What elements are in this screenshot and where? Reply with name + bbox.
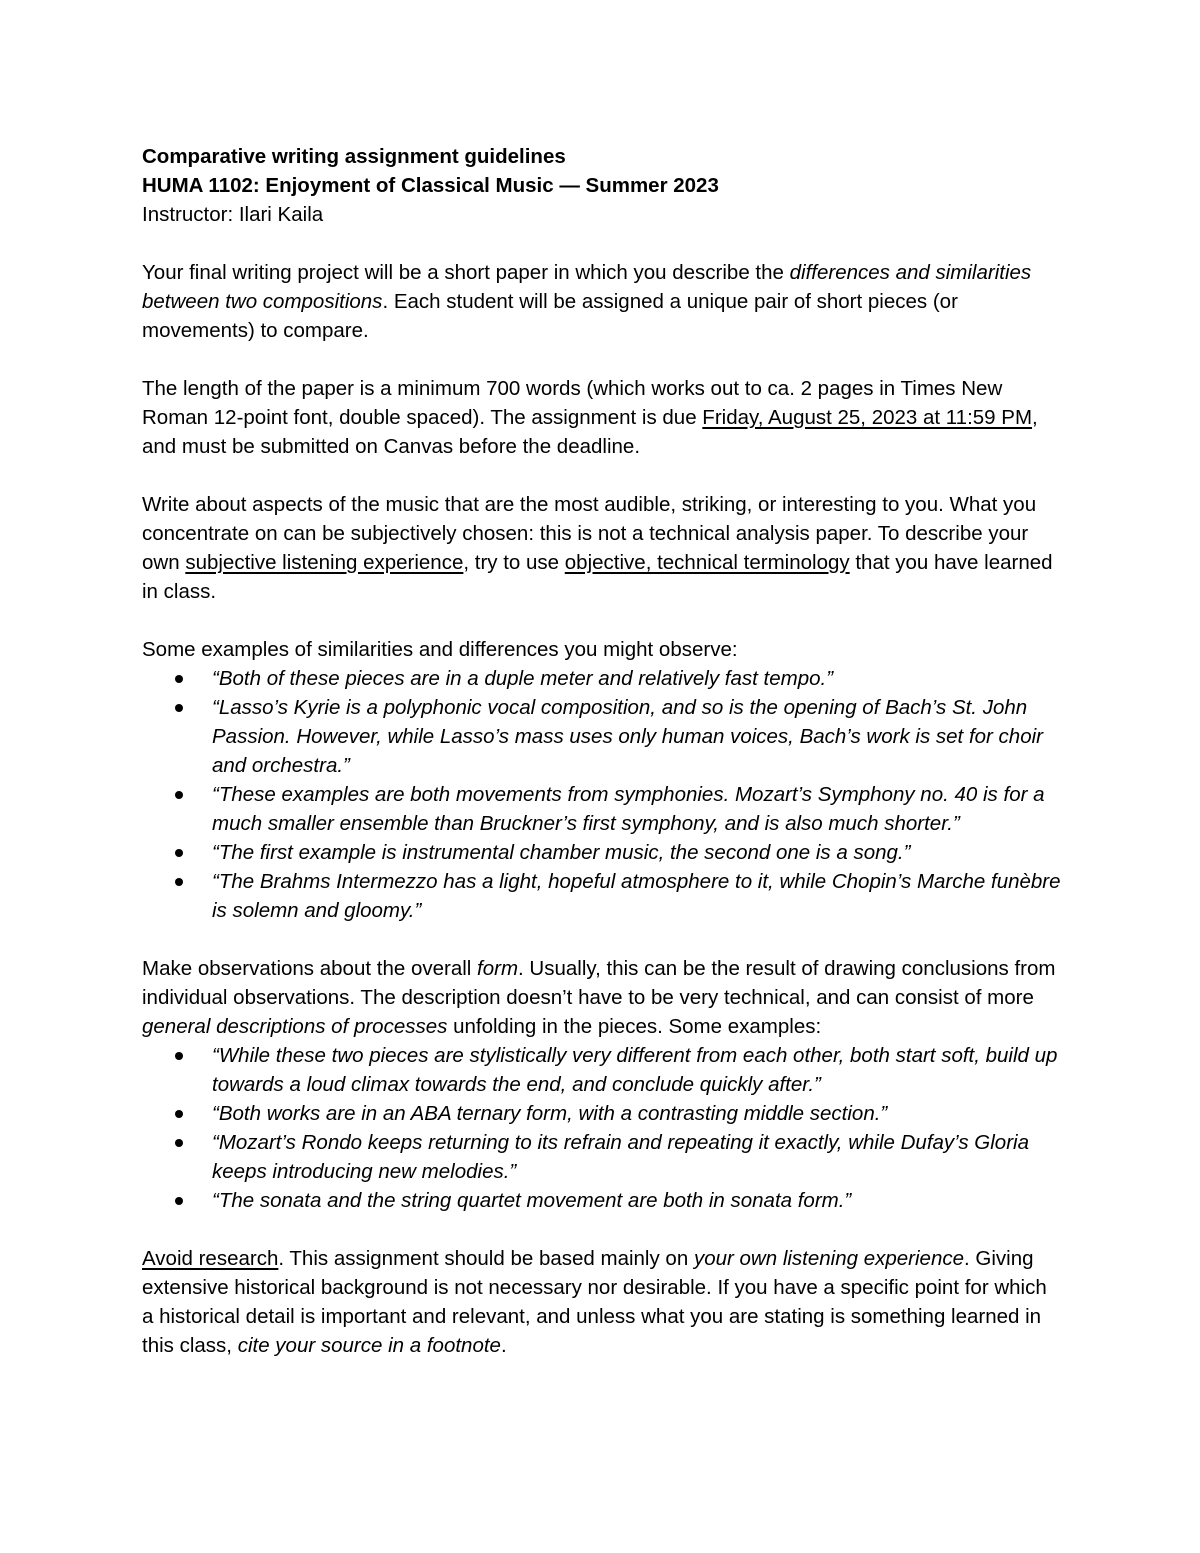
bullet-icon: [175, 791, 183, 799]
document-page: [142, 142, 1062, 1360]
list-item: “Lasso’s Kyrie is a polyphonic vocal composition, and so is the opening of Bach’s St. John Passion. However, while Lasso’s mass uses only human voices, Bach’s work is set for choir and orchestra.”: [142, 693, 1062, 780]
underlined-text: Avoid research: [142, 1247, 279, 1270]
bullet-icon: [175, 849, 183, 857]
length-paragraph: The length of the paper is a minimum 700 words (which works out to ca. 2 pages in Times New Roman 12-point font, double spaced). The assignment is due Friday, August 25, 2023 at 11:59 PM, and must be submitted on Canvas before the deadline.: [142, 377, 1038, 458]
document-title: Comparative writing assignment guidelines: [142, 145, 566, 168]
intro-paragraph: Your final writing project will be a short paper in which you describe the differences and similarities between two compositions. Each student will be assigned a unique pair of short pieces (or movements) to compare.: [142, 261, 1032, 342]
form-examples-list: [142, 1041, 1062, 1215]
bullet-icon: [175, 704, 183, 712]
emphasis-text: cite your source in a footnote: [237, 1334, 501, 1357]
bullet-icon: [175, 1110, 183, 1118]
list-item: “These examples are both movements from symphonies. Mozart’s Symphony no. 40 is for a much smaller ensemble than Bruckner’s first symphony, and is also much shorter.”: [142, 780, 1062, 838]
instructor-line: Instructor: Ilari Kaila: [142, 203, 324, 226]
course-title: HUMA 1102: Enjoyment of Classical Music — Summer 2023: [142, 174, 719, 197]
bullet-icon: [175, 1197, 183, 1205]
document-header: [142, 142, 1062, 229]
research-paragraph: Avoid research. This assignment should be based mainly on your own listening experience. Giving extensive historical background is not necessary nor desirable. If you have a specific point for which a historical detail is important and relevant, and unless what you are stating is something learned in this class, cite your source in a footnote.: [142, 1247, 1047, 1357]
bullet-icon: [175, 675, 183, 683]
emphasis-text: your own listening experience: [693, 1247, 965, 1270]
examples-intro: Some examples of similarities and differences you might observe:: [142, 638, 738, 661]
form-paragraph: Make observations about the overall form. Usually, this can be the result of drawing conclusions from individual observations. The description doesn’t have to be very technical, and can consist of more general descriptions of processes unfolding in the pieces. Some examples:: [142, 957, 1056, 1038]
underlined-text: subjective listening experience: [185, 551, 464, 574]
list-item: “Both works are in an ABA ternary form, with a contrasting middle section.”: [142, 1099, 1062, 1128]
list-item: “The Brahms Intermezzo has a light, hopeful atmosphere to it, while Chopin’s Marche funèbre is solemn and gloomy.”: [142, 867, 1062, 925]
list-item: “The first example is instrumental chamber music, the second one is a song.”: [142, 838, 1062, 867]
list-item: “The sonata and the string quartet movement are both in sonata form.”: [142, 1186, 1062, 1215]
aspects-paragraph: Write about aspects of the music that are the most audible, striking, or interesting to you. What you concentrate on can be subjectively chosen: this is not a technical analysis paper. To describe your own subjective listening experience, try to use objective, technical terminology that you have learned in class.: [142, 493, 1053, 603]
bullet-icon: [175, 1139, 183, 1147]
due-date: Friday, August 25, 2023 at 11:59 PM: [702, 406, 1033, 429]
list-item: “Mozart’s Rondo keeps returning to its refrain and repeating it exactly, while Dufay’s Gloria keeps introducing new melodies.”: [142, 1128, 1062, 1186]
emphasis-text: differences and similarities between two compositions: [142, 261, 1032, 313]
bullet-icon: [175, 1052, 183, 1060]
emphasis-text: general descriptions of processes: [142, 1015, 448, 1038]
list-item: “While these two pieces are stylistically very different from each other, both start soft, build up towards a loud climax towards the end, and conclude quickly after.”: [142, 1041, 1062, 1099]
emphasis-text: form: [477, 957, 519, 980]
examples-list: [142, 664, 1062, 925]
underlined-text: objective, technical terminology: [564, 551, 850, 574]
bullet-icon: [175, 878, 183, 886]
list-item: “Both of these pieces are in a duple meter and relatively fast tempo.”: [142, 664, 1062, 693]
